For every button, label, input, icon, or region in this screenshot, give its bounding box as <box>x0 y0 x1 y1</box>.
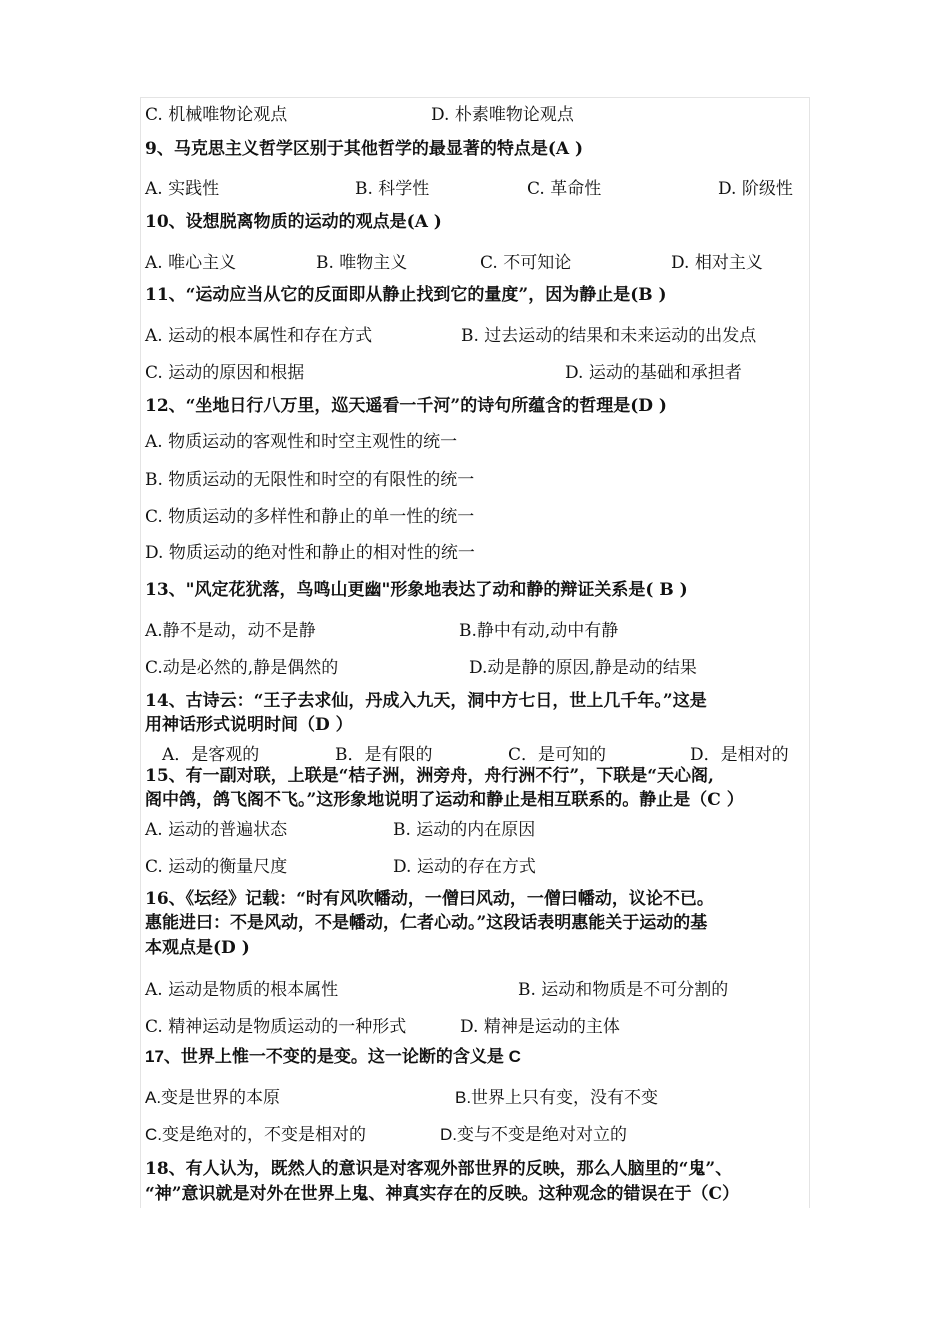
q17-option-c: C.变是绝对的，不变是相对的 <box>145 1125 366 1144</box>
q15-option-a: A. 运动的普遍状态 <box>145 820 288 840</box>
q12-stem: 12、“坐地日行八万里，巡天遥看一千河”的诗句所蕴含的哲理是(D ) <box>145 396 667 416</box>
q14-option-b: B．是有限的 <box>335 745 433 765</box>
q17-stem: 17、世界上惟一不变的是变。这一论断的含义是 C <box>145 1047 521 1066</box>
q14-stem-line2: 用神话形式说明时间（D ） <box>145 715 353 735</box>
q14-option-a: A．是客观的 <box>162 745 260 765</box>
q10-option-d: D. 相对主义 <box>671 253 763 273</box>
q13-option-a: A.静不是动，动不是静 <box>145 621 316 641</box>
q16-option-c: C. 精神运动是物质运动的一种形式 <box>145 1017 407 1037</box>
q8-option-c: C. 机械唯物论观点 <box>145 105 288 125</box>
q18-stem-line1: 18、有人认为，既然人的意识是对客观外部世界的反映，那么人脑里的“鬼”、 <box>145 1159 733 1179</box>
q12-option-b: B. 物质运动的无限性和时空的有限性的统一 <box>145 470 475 490</box>
q10-option-a: A. 唯心主义 <box>145 253 237 273</box>
q13-option-c: C.动是必然的,静是偶然的 <box>145 658 339 678</box>
q14-option-d: D．是相对的 <box>690 745 789 765</box>
q16-stem-line1: 16、《坛经》记载：“时有风吹幡动，一僧曰风动，一僧曰幡动，议论不已。 <box>145 889 714 909</box>
q9-option-c: C. 革命性 <box>527 179 602 199</box>
q11-stem: 11、“运动应当从它的反面即从静止找到它的量度”，因为静止是(B ) <box>145 285 667 305</box>
q11-option-a: A. 运动的根本属性和存在方式 <box>145 326 373 346</box>
q13-option-d: D.动是静的原因,静是动的结果 <box>469 658 697 678</box>
q15-stem-line1: 15、有一副对联，上联是“桔子洲，洲旁舟，舟行洲不行”，下联是“天心阁, <box>145 766 714 786</box>
q16-option-b: B. 运动和物质是不可分割的 <box>518 980 729 1000</box>
q8-option-d: D. 朴素唯物论观点 <box>431 105 574 125</box>
q9-stem: 9、马克思主义哲学区别于其他哲学的最显著的特点是(A ) <box>145 139 584 159</box>
q17-option-d: D.变与不变是绝对对立的 <box>440 1125 627 1144</box>
q9-option-a: A. 实践性 <box>145 179 220 199</box>
q11-option-d: D. 运动的基础和承担者 <box>565 363 742 383</box>
q13-option-b: B.静中有动,动中有静 <box>459 621 619 641</box>
q12-option-c: C. 物质运动的多样性和静止的单一性的统一 <box>145 507 475 527</box>
q12-option-a: A. 物质运动的客观性和时空主观性的统一 <box>145 432 458 452</box>
q10-option-c: C. 不可知论 <box>480 253 572 273</box>
q17-option-b: B.世界上只有变，没有不变 <box>455 1088 659 1107</box>
q17-option-a: A.变是世界的本原 <box>145 1088 281 1107</box>
q12-option-d: D. 物质运动的绝对性和静止的相对性的统一 <box>145 543 475 563</box>
q11-option-b: B. 过去运动的结果和未来运动的出发点 <box>461 326 757 346</box>
q15-option-c: C. 运动的衡量尺度 <box>145 857 288 877</box>
q15-option-b: B. 运动的内在原因 <box>393 820 536 840</box>
q15-option-d: D. 运动的存在方式 <box>393 857 536 877</box>
q10-stem: 10、设想脱离物质的运动的观点是(A ) <box>145 212 442 232</box>
q16-stem-line2: 惠能进曰：不是风动，不是幡动，仁者心动。”这段话表明惠能关于运动的基 <box>145 913 708 933</box>
q15-stem-line2: 阁中鸽，鸽飞阁不飞。”这形象地说明了运动和静止是相互联系的。静止是（C ） <box>145 790 744 810</box>
q18-stem-line2: “神”意识就是对外在世界上鬼、神真实存在的反映。这种观念的错误在于（C） <box>145 1184 740 1204</box>
q10-option-b: B. 唯物主义 <box>316 253 408 273</box>
q9-option-d: D. 阶级性 <box>718 179 793 199</box>
q16-option-d: D. 精神是运动的主体 <box>460 1017 620 1037</box>
q16-option-a: A. 运动是物质的根本属性 <box>145 980 339 1000</box>
q13-stem: 13、"风定花犹落，鸟鸣山更幽"形象地表达了动和静的辩证关系是( B ) <box>145 580 688 600</box>
q14-option-c: C．是可知的 <box>508 745 607 765</box>
q9-option-b: B. 科学性 <box>355 179 430 199</box>
q16-stem-line3: 本观点是(D ) <box>145 938 250 958</box>
q14-stem-line1: 14、古诗云：“王子去求仙，丹成入九天，洞中方七日，世上几千年。”这是 <box>145 691 707 711</box>
q11-option-c: C. 运动的原因和根据 <box>145 363 305 383</box>
